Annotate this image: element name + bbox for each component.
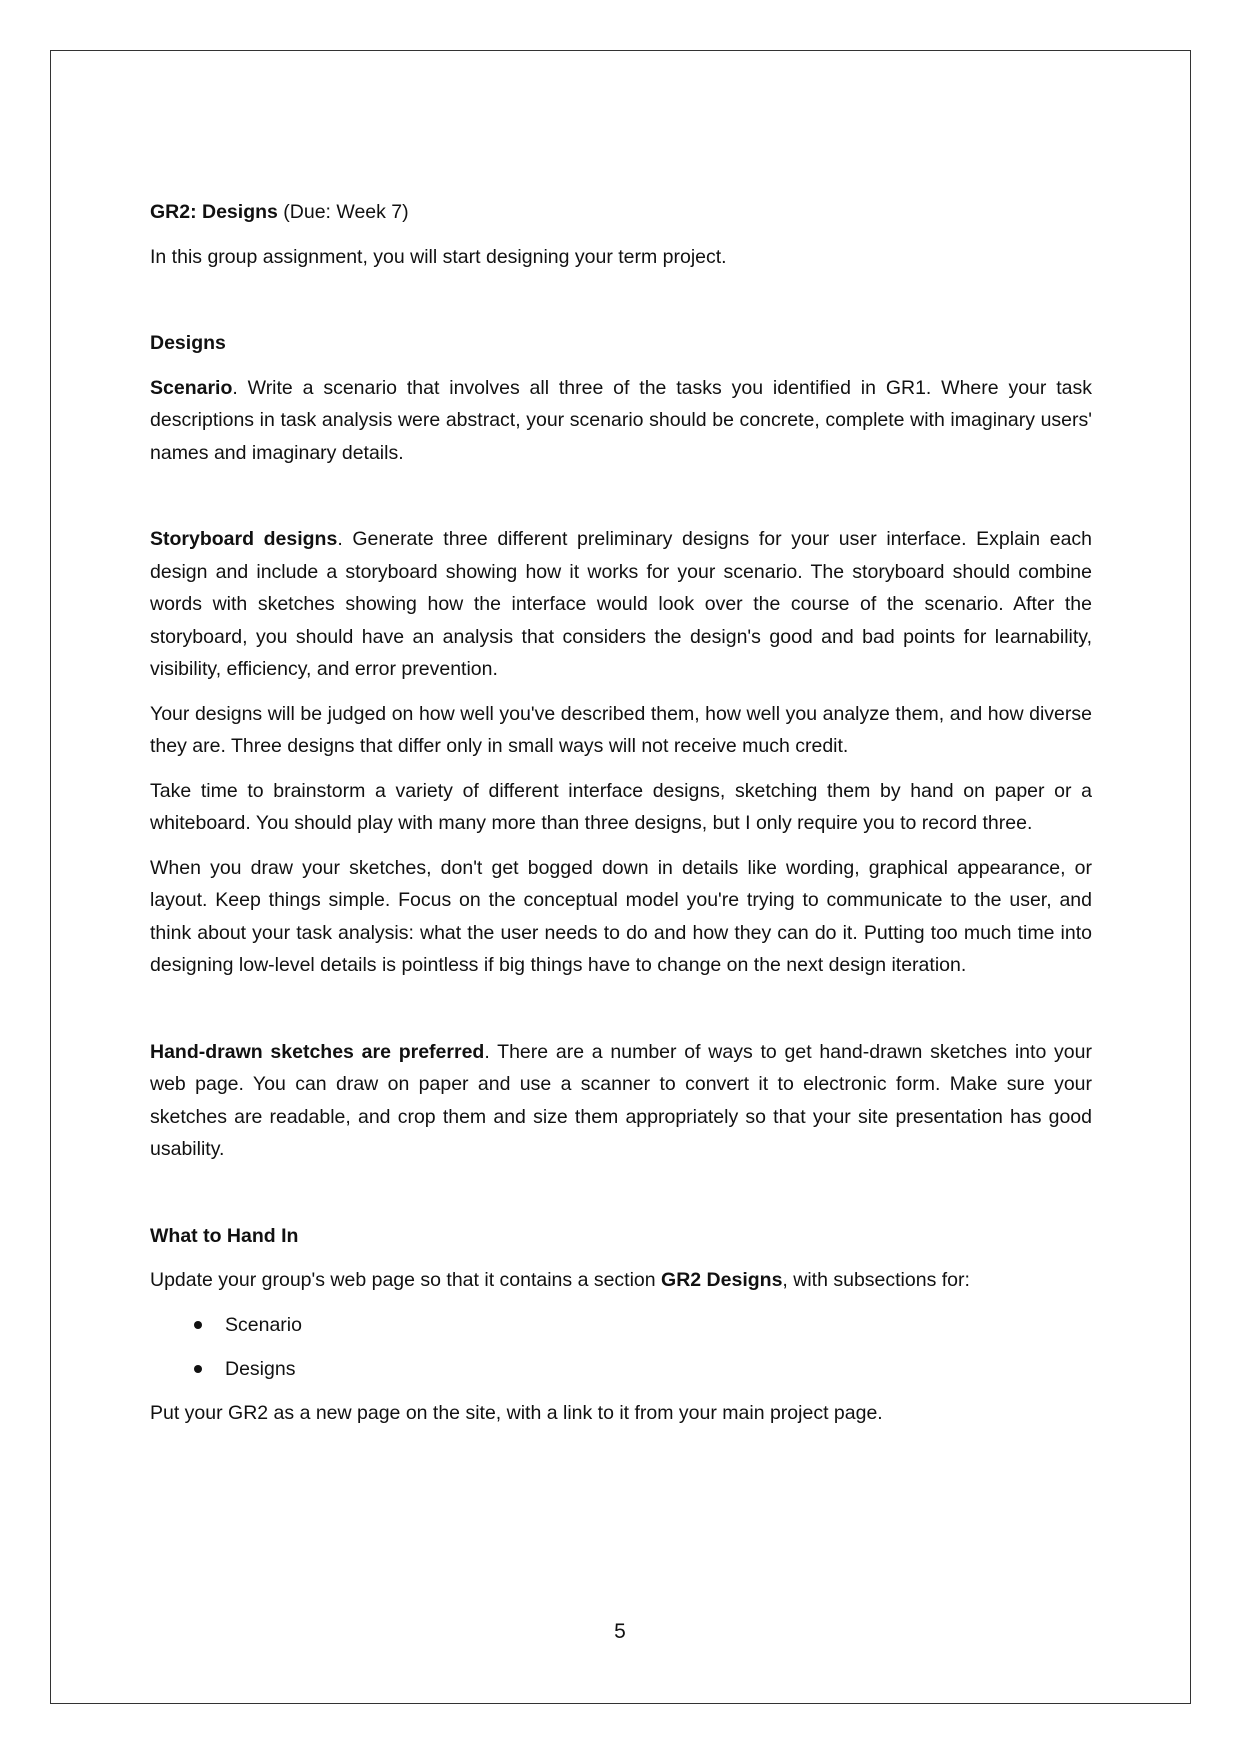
assignment-intro: In this group assignment, you will start designing your term project.: [150, 245, 727, 268]
document-body: [150, 196, 1092, 1429]
scenario-text: . Write a scenario that involves all three of the tasks you identified in GR1. Where your task descriptions in task analysis were abstract, your scenario should be concrete, complete with imaginary users' names and imaginary details.: [150, 376, 1092, 464]
scenario-paragraph: [150, 372, 1092, 470]
hand-in-update: [150, 1264, 1092, 1297]
page-number: 5: [614, 1620, 626, 1643]
judged-paragraph: Your designs will be judged on how well you've described them, how well you analyze them, and how diverse they are. Three designs that differ only in small ways will not receive much credit.: [150, 702, 1092, 757]
storyboard-paragraph: [150, 523, 1092, 686]
designs-heading: Designs: [150, 332, 226, 354]
brainstorm-paragraph: Take time to brainstorm a variety of different interface designs, sketching them by hand on paper or a whiteboard. You should play with many more than three designs, but I only require you to record three.: [150, 779, 1092, 834]
subsection-list: [150, 1309, 1092, 1385]
sketches-paragraph: When you draw your sketches, don't get bogged down in details like wording, graphical appearance, or layout. Keep things simple. Focus on the conceptual model you're trying to communicate to the user, and think about your task analysis: what the user needs to do and how they can do it. Putting too much time into designing low-level details is pointless if big things have to change on the next design iteration.: [150, 856, 1092, 976]
handdrawn-paragraph: [150, 1036, 1092, 1166]
hand-in-heading: What to Hand In: [150, 1224, 299, 1247]
assignment-title-bold: GR2: Designs: [150, 201, 278, 223]
storyboard-lead: Storyboard designs: [150, 528, 338, 550]
hand-in-update-after: , with subsections for:: [782, 1269, 970, 1291]
list-item-label: Scenario: [225, 1313, 302, 1336]
bullet-icon: [194, 1365, 202, 1373]
storyboard-text: . Generate three different preliminary designs for your user interface. Explain each design and include a storyboard showing how it works for your scenario. The storyboard should combine words with sketches showing how the interface would look over the course of the scenario. After the storyboard, you should have an analysis that considers the design's good and bad points for learnability, visibility, efficiency, and error prevention.: [150, 528, 1093, 680]
handdrawn-text: . There are a number of ways to get hand-drawn sketches into your web page. You can draw on paper and use a scanner to convert it to electronic form. Make sure your sketches are readable, and crop them and size them appropriately so that your site presentation has good usability.: [150, 1040, 1092, 1160]
scenario-lead: Scenario: [150, 376, 233, 399]
list-item: [150, 1353, 1092, 1385]
handdrawn-lead: Hand-drawn sketches are preferred: [150, 1040, 485, 1063]
assignment-due: (Due: Week 7): [277, 201, 409, 223]
bullet-icon: [194, 1321, 202, 1329]
hand-in-update-bold: GR2 Designs: [661, 1269, 783, 1291]
list-item: [150, 1309, 1092, 1341]
list-item-label: Designs: [225, 1357, 296, 1380]
hand-in-closing: Put your GR2 as a new page on the site, with a link to it from your main project page.: [150, 1401, 883, 1424]
hand-in-update-before: Update your group's web page so that it contains a section: [150, 1269, 662, 1291]
assignment-title: [150, 196, 1092, 229]
